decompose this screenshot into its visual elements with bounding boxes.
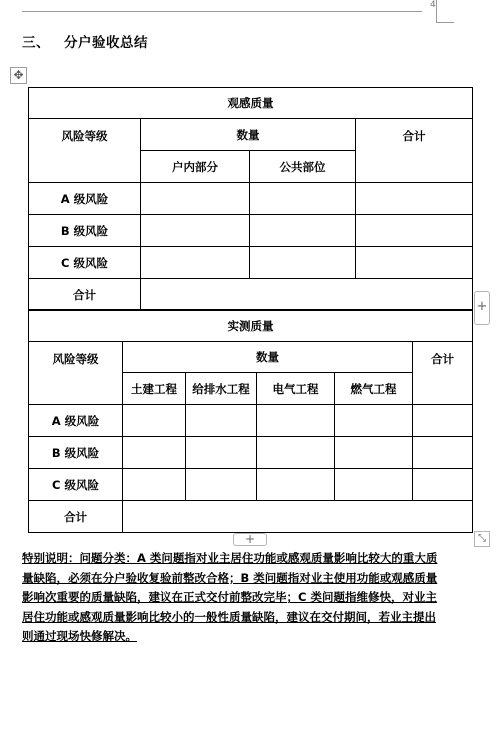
row-label: B 级风险 xyxy=(29,437,123,469)
row-label: A 级风险 xyxy=(29,183,141,215)
table-cell[interactable] xyxy=(141,247,250,279)
risk-level-header: 风险等级 xyxy=(29,119,141,183)
total-row-label: 合计 xyxy=(29,279,141,311)
table-cell[interactable] xyxy=(356,183,473,215)
table-cell[interactable] xyxy=(250,247,356,279)
table-cell[interactable] xyxy=(186,469,257,501)
resize-icon[interactable]: ⤡ xyxy=(474,531,490,547)
table-cell[interactable] xyxy=(141,215,250,247)
move-icon[interactable]: ✥ xyxy=(10,67,27,84)
margin-mark xyxy=(436,0,437,22)
section-heading xyxy=(22,31,148,51)
table-cell[interactable] xyxy=(335,437,413,469)
total-header: 合计 xyxy=(413,342,473,405)
row-label: C 级风险 xyxy=(29,247,141,279)
table-title: 观感质量 xyxy=(29,88,473,119)
quantity-header: 数量 xyxy=(123,342,413,373)
margin-mark xyxy=(436,22,454,23)
table-title: 实测质量 xyxy=(29,310,473,342)
table-cell[interactable] xyxy=(186,437,257,469)
sub-header: 户内部分 xyxy=(141,151,250,183)
perception-quality-table xyxy=(28,87,473,311)
table-cell[interactable] xyxy=(356,247,473,279)
table-cell[interactable] xyxy=(123,469,186,501)
section-number: 三、 xyxy=(22,35,50,51)
table-cell[interactable] xyxy=(335,469,413,501)
table-cell[interactable] xyxy=(250,215,356,247)
table-cell[interactable] xyxy=(123,437,186,469)
table-cell[interactable] xyxy=(335,405,413,437)
table-cell[interactable] xyxy=(141,279,473,311)
plus-icon[interactable]: + xyxy=(233,533,267,546)
plus-icon[interactable]: + xyxy=(474,291,490,325)
table-cell[interactable] xyxy=(186,405,257,437)
row-label: A 级风险 xyxy=(29,405,123,437)
special-note: 特别说明：问题分类：A 类问题指对业主居住功能或感观质量影响比较大的重大质量缺陷，必须在分户验收复验前整改合格；B 类问题指对业主使用功能或观感质量影响次重要的质量缺陷，建议在正式交付前整改完毕；C 类问题指维修快，对业主居住功能或感观质量影响比较小的一般性质量缺陷，建议在交付期间，若业主提出则通过现场快修解决。 xyxy=(22,551,438,643)
sub-header: 公共部位 xyxy=(250,151,356,183)
table-cell[interactable] xyxy=(250,183,356,215)
section-title: 分户验收总结 xyxy=(64,35,148,51)
sub-header: 燃气工程 xyxy=(335,373,413,405)
table-cell[interactable] xyxy=(413,405,473,437)
table-cell[interactable] xyxy=(141,183,250,215)
table-cell[interactable] xyxy=(413,469,473,501)
table-cell[interactable] xyxy=(257,437,335,469)
page-number: 4 xyxy=(430,0,436,10)
sub-header: 电气工程 xyxy=(257,373,335,405)
row-label: B 级风险 xyxy=(29,215,141,247)
quantity-header: 数量 xyxy=(141,119,356,151)
table-cell[interactable] xyxy=(257,469,335,501)
table-cell[interactable] xyxy=(123,501,473,533)
table-cell[interactable] xyxy=(123,405,186,437)
table-cell[interactable] xyxy=(413,437,473,469)
measured-quality-table xyxy=(28,309,473,533)
sub-header: 土建工程 xyxy=(123,373,186,405)
table-cell[interactable] xyxy=(257,405,335,437)
row-label: C 级风险 xyxy=(29,469,123,501)
total-row-label: 合计 xyxy=(29,501,123,533)
header-rule xyxy=(22,11,422,12)
total-header: 合计 xyxy=(356,119,473,183)
sub-header: 给排水工程 xyxy=(186,373,257,405)
risk-level-header: 风险等级 xyxy=(29,342,123,405)
table-cell[interactable] xyxy=(356,215,473,247)
